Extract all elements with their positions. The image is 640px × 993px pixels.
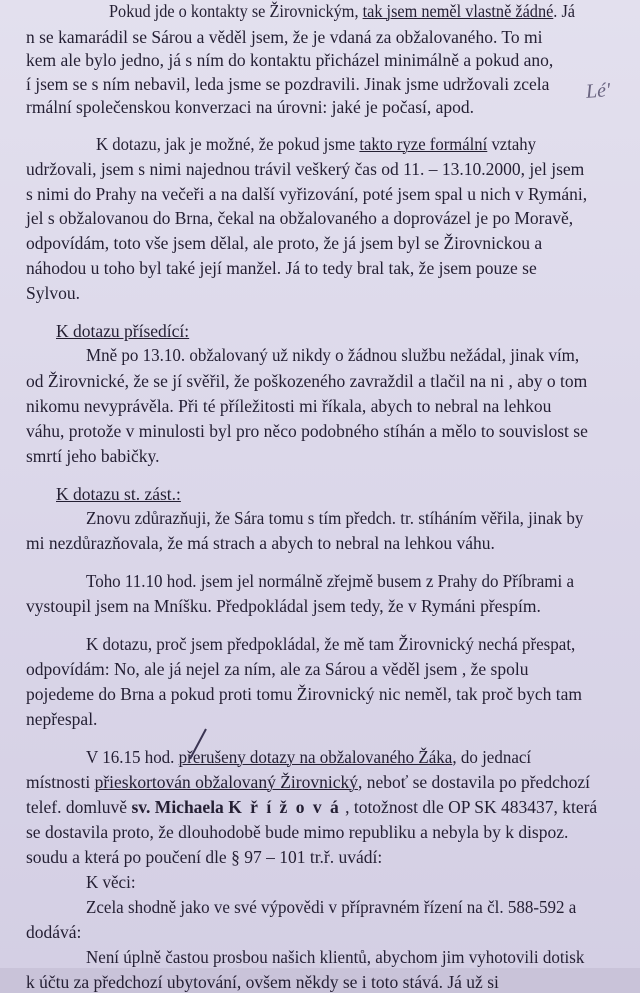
text-line xyxy=(86,871,630,893)
text-line xyxy=(26,26,586,48)
text-segment: mi nezdůrazňovala, že má strach a abych to nebral na lehkou váhu. xyxy=(26,533,495,553)
text-segment: vystoupil jsem na Mníšku. Předpokládal jsem tedy, že v Rymáni přespím. xyxy=(26,596,541,616)
text-segment: n se kamarádil se Sárou a věděl jsem, že je vdaná za obžalovaného. To mi xyxy=(26,27,543,47)
text-segment: odpovídám: No, ale já nejel za ním, ale za Sárou a věděl jsem , že spolu xyxy=(26,659,529,679)
text-line xyxy=(26,370,586,392)
text-segment: K věci: xyxy=(86,872,136,892)
text-segment: nepřespal. xyxy=(26,709,98,729)
margin-handwritten-note: Lé' xyxy=(585,79,611,103)
text-segment: náhodou u toho byl také její manžel. Já to tedy bral tak, že jsem pouze se xyxy=(26,258,537,278)
text-line xyxy=(26,395,586,417)
text-segment: smrtí jeho babičky. xyxy=(26,446,160,466)
text-segment: tak jsem neměl vlastně žádné xyxy=(362,1,554,21)
text-segment: odpovídám, toto vše jsem dělal, ale proto, že já jsem byl se Žirovnickou a xyxy=(26,233,543,253)
text-line xyxy=(26,158,586,180)
text-line xyxy=(26,683,586,705)
text-segment: místnosti xyxy=(26,772,95,792)
text-line xyxy=(26,532,586,554)
text-segment: nikomu nevyprávěla. Při té příležitosti mi říkala, abych to nebral na lehkou xyxy=(26,396,552,416)
text-line xyxy=(26,96,586,118)
text-line xyxy=(26,595,586,617)
text-segment: Pokud jde o kontakty se Žirovnickým, xyxy=(109,1,363,21)
text-segment: soudu a která po poučení dle § 97 – 101 tr.ř. uvádí: xyxy=(26,847,383,867)
text-segment: se dostavila proto, že dlouhodobě bude mimo republiku a nebyla by k dispoz. xyxy=(26,822,569,842)
text-line xyxy=(26,257,586,279)
text-line xyxy=(86,746,630,768)
text-line xyxy=(26,73,586,95)
section-heading: K dotazu st. zást.: xyxy=(56,484,181,504)
text-line xyxy=(26,708,586,730)
text-line xyxy=(86,633,630,655)
text-segment: kem ale bylo jedno, já s ním do kontaktu přicházel minimálně a pokud ano, xyxy=(26,50,554,70)
text-line xyxy=(26,420,586,442)
text-line xyxy=(26,971,586,993)
text-line xyxy=(86,507,630,529)
text-line xyxy=(56,320,616,342)
text-segment: jel s obžalovanou do Brna, čekal na obžalovaného a doprovázel je po Moravě, xyxy=(26,208,574,228)
text-line xyxy=(86,896,630,918)
text-line xyxy=(26,183,586,205)
text-segment: Není úplně častou prosbou našich klientů, abychom jim vyhotovili dotisk xyxy=(86,947,585,967)
text-segment: vztahy xyxy=(487,134,536,154)
text-segment: od Žirovnické, že se jí svěřil, že poškozeného zavraždil a tlačil na ni , aby o tom xyxy=(26,371,588,391)
text-segment: telef. domluvě xyxy=(26,797,132,817)
text-line xyxy=(26,49,586,71)
text-segment: Sylvou. xyxy=(26,283,80,303)
text-line xyxy=(26,796,598,818)
text-segment: K dotazu, jak je možné, že pokud jsme xyxy=(96,134,360,154)
text-line xyxy=(26,821,586,843)
text-segment: přerušeny dotazy na obžalovaného Žáka xyxy=(178,747,453,767)
text-line xyxy=(86,946,630,968)
text-segment: váhu, protože v minulosti byl pro něco podobného stíhán a mělo to souvislost se xyxy=(26,421,588,441)
text-segment: pojedeme do Brna a pokud proti tomu Žirovnický nic neměl, tak proč bych tam xyxy=(26,684,582,704)
text-segment: , totožnost dle OP SK 483437, která xyxy=(340,797,598,817)
text-line xyxy=(26,921,586,943)
text-segment: s nimi do Prahy na večeři a na další vyřizování, poté jsem spal u nich v Rymáni, xyxy=(26,184,588,204)
text-segment: K ř í ž o v á xyxy=(228,797,341,817)
section-heading: K dotazu přísedící: xyxy=(56,321,190,341)
text-segment: sv. Michaela xyxy=(131,797,229,817)
text-line xyxy=(26,658,586,680)
text-segment: Znovu zdůrazňuji, že Sára tomu s tím předch. tr. stíháním věřila, jinak by xyxy=(86,508,584,528)
text-line xyxy=(26,771,590,793)
text-segment: k účtu za předchozí ubytování, ovšem někdy se i toto stává. Já už si xyxy=(26,972,499,992)
text-segment: Toho 11.10 hod. jsem jel normálně zřejmě busem z Prahy do Příbrami a xyxy=(86,571,575,591)
text-segment: rmální společenskou konverzaci na úrovni: jaké je počasí, apod. xyxy=(26,97,475,117)
text-segment: . Já xyxy=(553,1,576,21)
text-segment: Zcela shodně jako ve své výpovědi v přípravném řízení na čl. 588-592 a xyxy=(86,897,577,917)
text-segment: , neboť se dostavila po předchozí xyxy=(357,772,590,792)
text-segment: V 16.15 hod. xyxy=(86,747,179,767)
text-segment: dodává: xyxy=(26,922,82,942)
text-segment: takto ryze formální xyxy=(359,134,488,154)
text-line xyxy=(26,207,586,229)
text-line xyxy=(26,232,586,254)
text-segment: přieskortován obžalovaný Žirovnický xyxy=(94,772,358,792)
text-line xyxy=(109,0,630,22)
text-line xyxy=(26,282,586,304)
text-line xyxy=(26,846,586,868)
text-line xyxy=(86,344,630,366)
text-line xyxy=(96,133,630,155)
text-segment: K dotazu, proč jsem předpokládal, že mě tam Žirovnický nechá přespat, xyxy=(86,634,576,654)
text-segment: í jsem se s ním nebavil, leda jsme se pozdravili. Jinak jsme udržovali zcela xyxy=(26,74,550,94)
text-segment: udržovali, jsem s nimi najednou trávil veškerý čas od 11. – 13.10.2000, jel jsem xyxy=(26,159,585,179)
text-segment: , do jednací xyxy=(452,747,532,767)
text-line xyxy=(86,570,630,592)
text-line xyxy=(56,483,616,505)
text-line xyxy=(26,445,586,467)
text-segment: Mně po 13.10. obžalovaný už nikdy o žádnou službu nežádal, jinak vím, xyxy=(86,345,580,365)
